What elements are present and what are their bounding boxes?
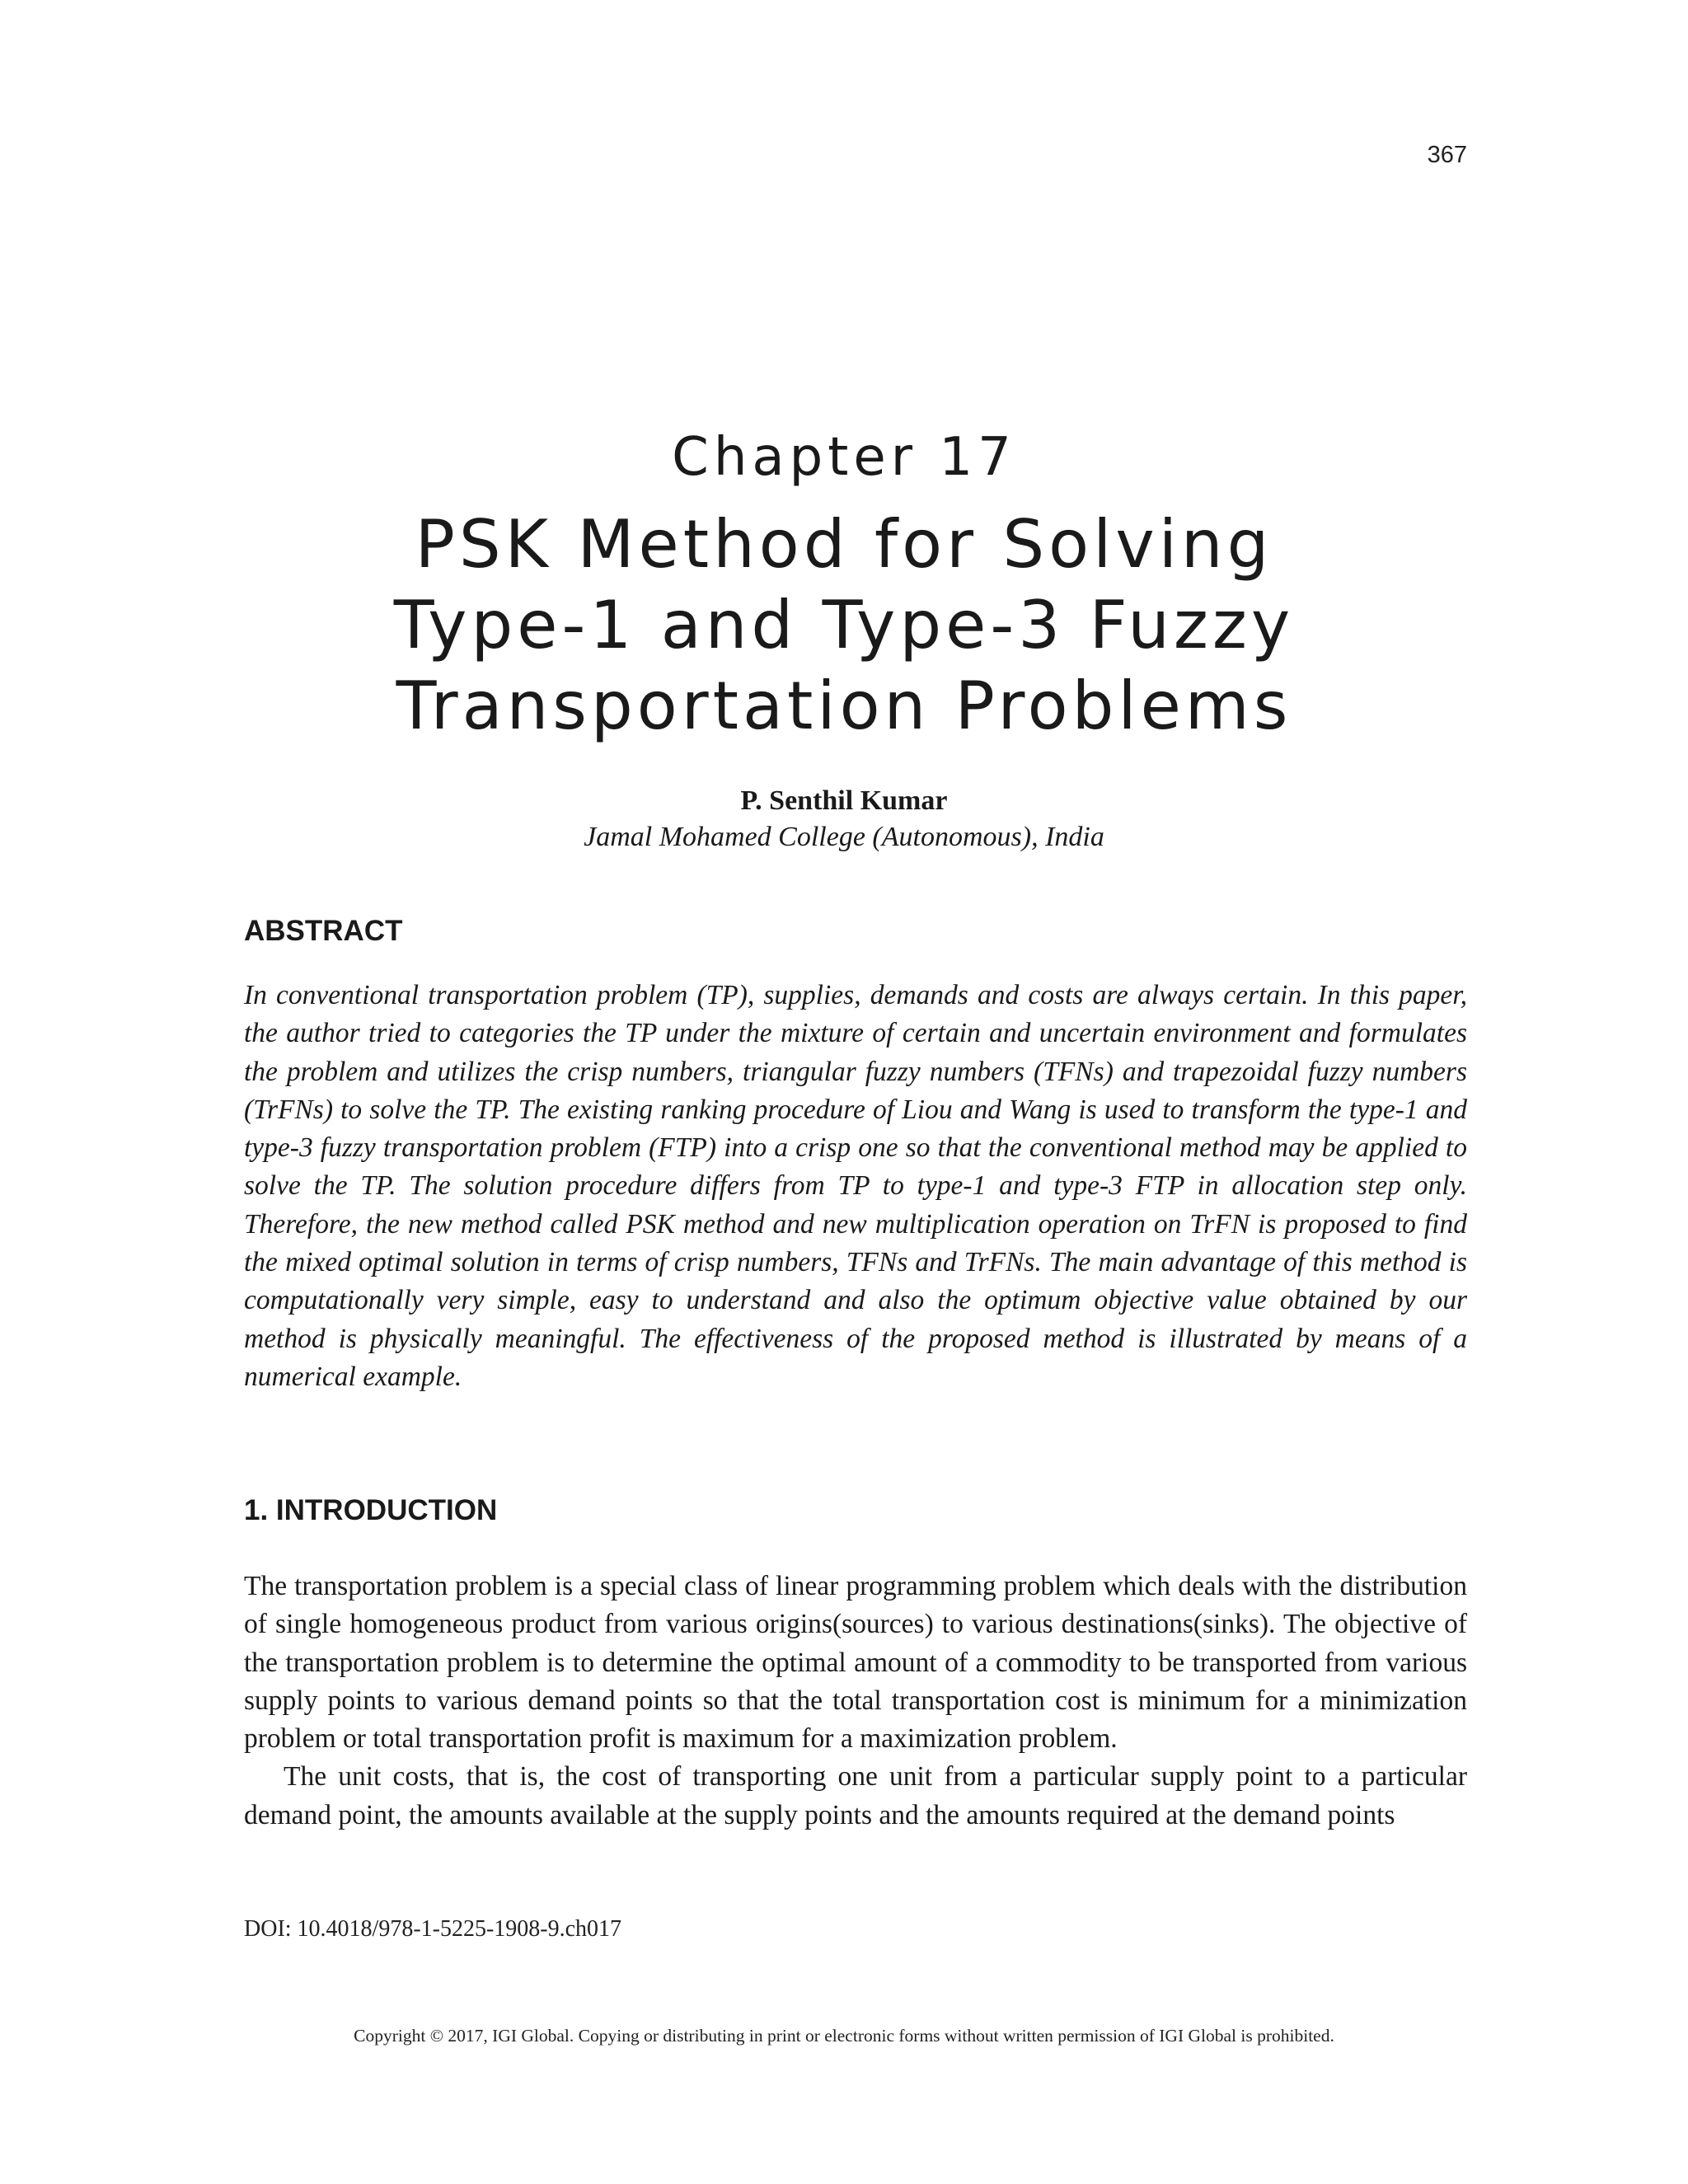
- introduction-paragraph: The unit costs, that is, the cost of transporting one unit from a particular supply point to a particular demand point, the amounts available at the supply points and the amounts required at the demand points: [244, 1761, 1467, 1830]
- chapter-title-line: PSK Method for Solving: [415, 506, 1273, 583]
- introduction-heading: 1. INTRODUCTION: [244, 1494, 498, 1526]
- introduction-paragraph: The transportation problem is a special class of linear programming problem which deals with the distribution of single homogeneous product from various origins(sources) to various destinations(sinks). The objective of the transportation problem is to determine the optimal amount of a commodity to be transported from various supply points to various demand points so that the total transportation cost is minimum for a minimization problem or total transportation profit is maximum for a maximization problem.: [244, 1571, 1467, 1755]
- introduction-body: [244, 1568, 1467, 1835]
- author-name: P. Senthil Kumar: [740, 785, 948, 816]
- abstract-text: In conventional transportation problem (TP), supplies, demands and costs are always certain. In this paper, the author tried to categories the TP under the mixture of certain and uncertain environment and formulates the problem and utilizes the crisp numbers, triangular fuzzy numbers (TFNs) and trapezoidal fuzzy numbers (TrFNs) to solve the TP. The existing ranking procedure of Liou and Wang is used to transform the type-1 and type-3 fuzzy transportation problem (FTP) into a crisp one so that the conventional method may be applied to solve the TP. The solution procedure differs from TP to type-1 and type-3 FTP in allocation step only. Therefore, the new method called PSK method and new multiplication operation on TrFN is proposed to find the mixed optimal solution in terms of crisp numbers, TFNs and TrFNs. The main advantage of this method is computationally very simple, easy to understand and also the optimum objective value obtained by our method is physically meaningful. The effectiveness of the proposed method is illustrated by means of a numerical example.: [244, 980, 1467, 1392]
- author-affiliation: Jamal Mohamed College (Autonomous), India: [584, 822, 1104, 852]
- chapter-title-line: Transportation Problems: [396, 668, 1292, 744]
- copyright-notice: Copyright © 2017, IGI Global. Copying or distributing in print or electronic forms without written permission of IGI Global is prohibited.: [354, 2026, 1334, 2046]
- doi-line: DOI: 10.4018/978-1-5225-1908-9.ch017: [244, 1916, 622, 1942]
- chapter-title: [0, 504, 1688, 747]
- chapter-title-line: Type-1 and Type-3 Fuzzy: [393, 587, 1295, 663]
- page-number: 367: [1427, 142, 1467, 168]
- author-block: [0, 783, 1688, 855]
- abstract-heading: ABSTRACT: [244, 915, 403, 947]
- chapter-label: Chapter 17: [672, 427, 1016, 488]
